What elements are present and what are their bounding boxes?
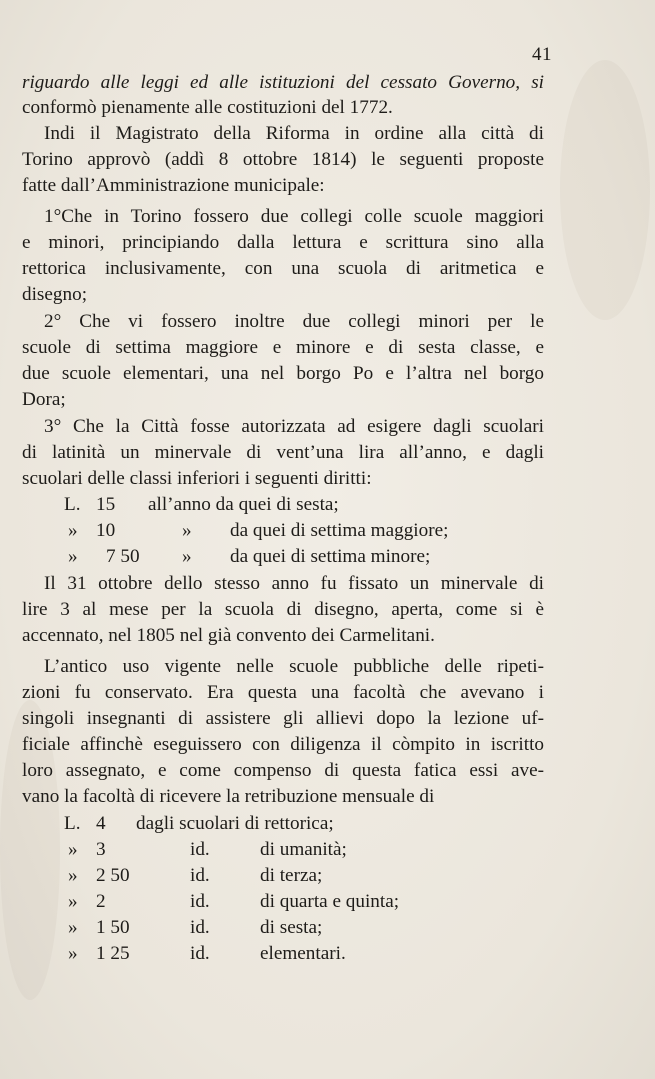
fee-prefix: » <box>68 865 78 886</box>
fee-row <box>22 863 544 889</box>
fee-amount: 7 50 <box>106 546 140 567</box>
fee-ditto: id. <box>190 839 210 860</box>
fee-text: all’anno da quei di sesta; <box>148 494 339 515</box>
text-line: Torino approvò (addì 8 ottobre 1814) le seguenti proposte <box>22 149 544 170</box>
text-line: Dora; <box>22 389 66 410</box>
fee-amount: 10 <box>96 520 116 541</box>
fee-amount: 1 25 <box>96 943 130 964</box>
fee-row <box>22 889 544 915</box>
text-line: rettorica inclusivamente, con una scuola di aritmetica e <box>22 258 544 279</box>
fee-text: dagli scuolari di rettorica; <box>136 813 334 834</box>
text-line: 2° Che vi fossero inoltre due collegi minori per le <box>44 311 544 332</box>
text-line: conformò pienamente alle costituzioni del 1772. <box>22 97 393 118</box>
fee-prefix: » <box>68 943 78 964</box>
fee-text: elementari. <box>260 943 346 964</box>
fee-prefix: L. <box>64 813 81 834</box>
fee-ditto: id. <box>190 943 210 964</box>
fee-ditto: id. <box>190 917 210 938</box>
fee-amount: 2 50 <box>96 865 130 886</box>
text-line: due scuole elementari, una nel borgo Po e l’altra nel borgo <box>22 363 544 384</box>
fee-row <box>22 544 544 570</box>
fee-text: da quei di settima maggiore; <box>230 520 449 541</box>
fee-ditto: id. <box>190 891 210 912</box>
fee-row <box>22 941 544 967</box>
fee-text: da quei di settima minore; <box>230 546 431 567</box>
fee-row <box>22 518 544 544</box>
fee-prefix: » <box>68 546 78 567</box>
text-line: loro assegnato, e come compenso di questa fatica essi ave- <box>22 760 544 781</box>
fee-amount: 2 <box>96 891 106 912</box>
page-number: 41 <box>532 44 552 65</box>
fee-amount: 15 <box>96 494 116 515</box>
paper-stain <box>560 60 650 320</box>
text-line: singoli insegnanti di assistere gli allievi dopo la lezione uf- <box>22 708 544 729</box>
text-line: lire 3 al mese per la scuola di disegno, aperta, come si è <box>22 599 544 620</box>
text-line: accennato, nel 1805 nel già convento dei Carmelitani. <box>22 625 435 646</box>
fee-ditto: » <box>182 546 192 567</box>
text-line: e minori, principiando dalla lettura e scrittura sino alla <box>22 232 544 253</box>
text-line: 1°Che in Torino fossero due collegi colle scuole maggiori <box>44 206 544 227</box>
text-line: scuole di settima maggiore e minore e di sesta classe, e <box>22 337 544 358</box>
text-line: Indi il Magistrato della Riforma in ordine alla città di <box>44 123 544 144</box>
fee-row <box>22 837 544 863</box>
fee-prefix: » <box>68 839 78 860</box>
fee-prefix: » <box>68 891 78 912</box>
fee-ditto: » <box>182 520 192 541</box>
fee-amount: 1 50 <box>96 917 130 938</box>
fee-row <box>22 492 544 518</box>
fee-prefix: » <box>68 520 78 541</box>
fee-prefix: » <box>68 917 78 938</box>
fee-row <box>22 811 544 837</box>
text-line: 3° Che la Città fosse autorizzata ad esigere dagli scuolari <box>44 416 544 437</box>
text-line: disegno; <box>22 284 88 305</box>
text-line: vano la facoltà di ricevere la retribuzione mensuale di <box>22 786 435 807</box>
text-line: L’antico uso vigente nelle scuole pubbliche delle ripeti- <box>44 656 544 677</box>
fee-row <box>22 915 544 941</box>
text-line: scuolari delle classi inferiori i seguenti diritti: <box>22 468 372 489</box>
fee-text: di quarta e quinta; <box>260 891 400 912</box>
fee-ditto: id. <box>190 865 210 886</box>
text-line: zioni fu conservato. Era questa una facoltà che avevano i <box>22 682 544 703</box>
text-line: fatte dall’Amministrazione municipale: <box>22 175 325 196</box>
text-line: di latinità un minervale di vent’una lira all’anno, e dagli <box>22 442 544 463</box>
fee-prefix: L. <box>64 494 81 515</box>
fee-amount: 4 <box>96 813 106 834</box>
text-line: ficiale affinchè eseguissero con diligenza il còmpito in iscritto <box>22 734 544 755</box>
fee-text: di sesta; <box>260 917 323 938</box>
text-line: Il 31 ottobre dello stesso anno fu fissato un minervale di <box>44 573 544 594</box>
text-line <box>22 70 544 96</box>
fee-text: di umanità; <box>260 839 347 860</box>
fee-amount: 3 <box>96 839 106 860</box>
text-line-content: riguardo alle leggi ed alle istituzioni del cessato Governo, si <box>22 72 544 93</box>
fee-text: di terza; <box>260 865 323 886</box>
